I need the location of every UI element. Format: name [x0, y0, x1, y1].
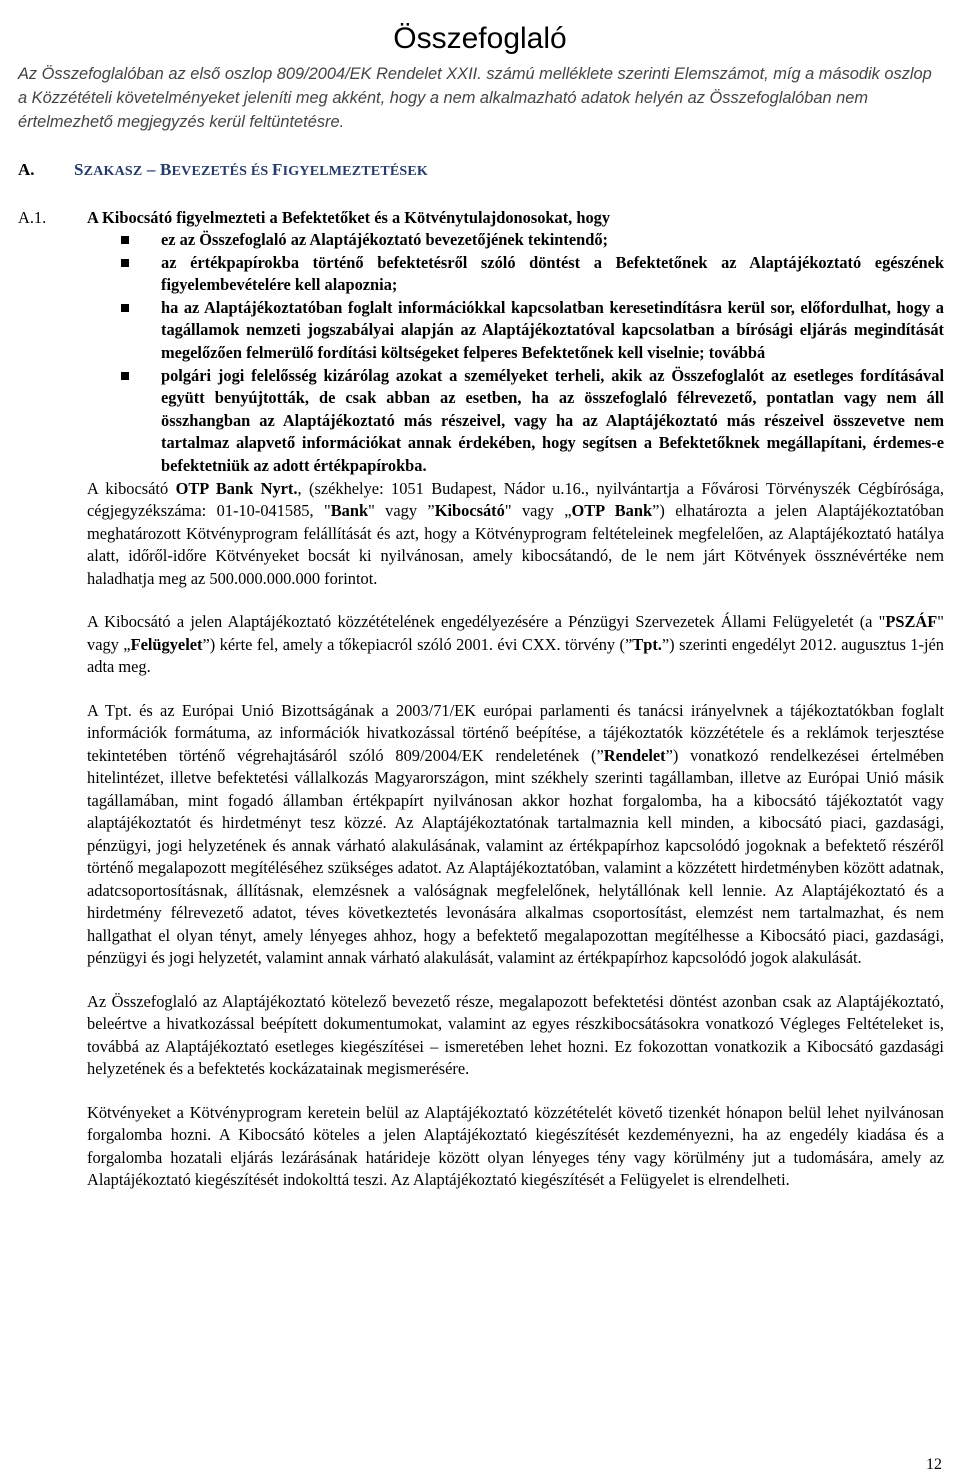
list-item	[87, 229, 944, 252]
bullet-square-icon	[121, 236, 129, 244]
page-number: 12	[926, 1456, 942, 1473]
approval-paragraph	[87, 611, 944, 679]
issuer-paragraph	[87, 478, 944, 591]
summary-role-paragraph: Az Összefoglaló az Alaptájékoztató kötelező bevezető része, megalapozott befektetési döntést azonban csak az Alaptájékoztató, beleértve a hivatkozással beépített dokumentumokat, valamint az egyes részkibocsátásokra vonatkozó Végleges Feltételeket is, továbbá az Alaptájékoztató esetleges kiegészítései – ismeretében lehet hozni. Ez fokozottan vonatkozik a Kibocsátó gazdasági helyzetének és a befektetés kockázatainak megismerésére.	[87, 991, 944, 1079]
text-run: A kibocsátó	[87, 478, 176, 498]
text-run: " vagy „	[504, 501, 572, 521]
section-title-dash: –	[142, 160, 161, 179]
text-run: A Kibocsátó a jelen Alaptájékoztató közzétételének engedélyezésére a Pénzügyi Szervezetek Állami Felügyeletét (a "	[87, 612, 886, 632]
section-title-part: IGYELMEZTETÉSEK	[282, 164, 429, 179]
text-run: A Tpt. és az Európai Unió Bizottságának a 2003/71/EK európai parlamenti és tanácsi irányelvnek a tájékoztatókban foglalt információk formátuma, az információk hivatkozással történő beépítése, a tájékoztatók közzététele és a reklámok terjesztése tekintetében történő végrehajtásáról szóló 809/2004/EK rendeletének (”	[87, 700, 944, 765]
section-title-part: EVEZETÉS ÉS	[171, 164, 273, 179]
text-run: " vagy „	[87, 612, 944, 654]
section-letter: A.	[18, 160, 35, 179]
issuer-name: OTP Bank Nyrt.	[175, 478, 298, 498]
bullet-square-icon	[121, 372, 129, 380]
offering-period-paragraph: Kötvényeket a Kötvényprogram keretein belül az Alaptájékoztató közzétételét követő tizenkét hónapon belül lehet nyilvánosan forgalomba hozni. A Kibocsátó köteles a jelen Alaptájékoztató kiegészítését kezdeményezni, ha az engedély kiadása és a forgalomba hozatali eljárás lezárásának határideje között olyan lényeges tény vagy körülmény jut a tudomására, amely az Alaptájékoztató kiegészítését indokolttá teszi. Az Alaptájékoztató kiegészítését a Felügyelet is elrendelheti.	[87, 1102, 944, 1190]
list-item	[87, 365, 944, 478]
list-item-text: ha az Alaptájékoztatóban foglalt információkkal kapcsolatban keresetindításra kerül sor, előfordulhat, hogy a tagállamok nemzeti jogszabályai alapján az Alaptájékoztatóval kapcsolatban a bírósági eljárás megindítását megelőzően felmerülő fordítási költségeket felperes Befektetőnek kell viselnie; továbbá	[161, 297, 944, 362]
list-item	[87, 297, 944, 365]
intro-note: Az Összefoglalóban az első oszlop 809/2004/EK Rendelet XXII. számú melléklete szerinti Elemszámot, míg a második oszlop a Közzétételi követelményeket jeleníti meg akként, hogy a nem alkalmazható adatok helyén az Összefoglalóban nem értelmezhető megjegyzés kerül feltüntetésre.	[18, 65, 932, 131]
item-number: A.1.	[18, 208, 47, 227]
list-item-text: az értékpapírokba történő befektetésről szóló döntést a Befektetőnek az Alaptájékoztató egészének figyelembevételére kell alapoznia;	[161, 252, 944, 295]
text-run: ”) szerinti engedélyt 2012. augusztus 1-jén adta meg.	[87, 634, 944, 677]
list-item-text: polgári jogi felelősség kizárólag azokat a személyeket terheli, akik az Összefoglalót az esetleges fordításával együtt benyújtották, de csak abban az esetben, ha az összefoglaló félrevezető, pontatlan vagy nem áll összhangban az Alaptájékoztató más részeivel, vagy ha az Alaptájékoztató más részeivel összevetve nem tartalmaz alapvető információkat annak érdekében, hogy segítsen a Befektetőknek megállapítani, érdemes-e befektetniük az adott értékpapírokba.	[161, 365, 944, 475]
section-title-part: ZAKASZ	[83, 164, 143, 179]
defined-term: Tpt.	[632, 634, 662, 654]
list-item	[87, 252, 944, 297]
section-title-part: B	[160, 160, 172, 179]
defined-term: PSZÁF	[885, 612, 938, 632]
regulation-paragraph	[87, 700, 944, 970]
text-run: " vagy ”	[368, 501, 435, 521]
list-item-text: ez az Összefoglaló az Alaptájékoztató bevezetőjének tekintendő;	[161, 230, 608, 249]
defined-term: Kibocsátó	[434, 501, 505, 521]
section-title-part: S	[74, 160, 84, 179]
text-run: ”) elhatározta a jelen Alaptájékoztatóban meghatározott Kötvényprogram felállítását és azt, hogy a Kötvényprogram feltételeinek megfelelően, az Alaptájékoztató hatálya alatt, időről-időre Kötvényeket bocsát ki nyilvánosan, amely kibocsátandó, de le nem járt Kötvények össznévértéke nem haladhatja meg az 500.000.000.000 forintot.	[87, 501, 944, 588]
text-run: ”) kérte fel, amely a tőkepiacról szóló 2001. évi CXX. törvény (”	[202, 634, 633, 654]
defined-term: OTP Bank	[571, 501, 653, 521]
bullet-square-icon	[121, 304, 129, 312]
text-run: , (székhelye: 1051 Budapest, Nádor u.16., nyilvántartja a Fővárosi Törvényszék Cégbírósága, cégjegyzékszáma: 01-10-041585, "	[87, 478, 944, 521]
warning-list	[87, 229, 944, 478]
page-title: Összefoglaló	[393, 22, 567, 56]
section-title-part: F	[272, 160, 283, 179]
defined-term: Bank	[330, 501, 369, 521]
defined-term: Felügyelet	[130, 634, 203, 654]
text-run: ”) vonatkozó rendelkezései értelmében hitelintézet, illetve befektetési vállalkozás Magyarországon, mint székhely szerinti tagállamban, illetve az Európai Unió másik tagállamában, mint fogadó államban értékpapírt nyilvánosan akkor hozhat forgalomba, ha a kibocsátó tájékoztatót vagy alaptájékoztatót és hirdetményt tesz közzé. Az Alaptájékoztatónak tartalmaznia kell minden, a kibocsátó piaci, gazdasági, pénzügyi, jogi helyzetének és annak várható alakulásának, valamint az értékpapírhoz kapcsolódó jogoknak a befektető részéről történő megalapozott megítéléséhez szükséges adatot. Az Alaptájékoztatóban, valamint a közzétett hirdetményben között adatnak, adatcsoportosításnak, állításnak, elemzésnek a valóságnak megfelelőnek, helytállónak kell lennie. Az Alaptájékoztató és a hirdetmény félrevezető adatot, téves következtetés levonására alkalmas csoportosítást, elemzést nem tartalmazhat, és nem hallgathat el olyan tényt, amely lényeges ahhoz, hogy a befektető megalapozottan megítélhesse a Kibocsátó piaci, gazdasági, pénzügyi és jogi helyzetét, valamint annak várható alakulását, valamint az értékpapírhoz kapcsolódó jogok alakulását.	[87, 745, 944, 968]
item-content	[87, 207, 944, 1192]
bullet-square-icon	[121, 259, 129, 267]
defined-term: Rendelet	[603, 745, 666, 765]
item-lead: A Kibocsátó figyelmezteti a Befektetőket és a Kötvénytulajdonosokat, hogy	[87, 208, 611, 227]
section-title	[74, 158, 428, 184]
